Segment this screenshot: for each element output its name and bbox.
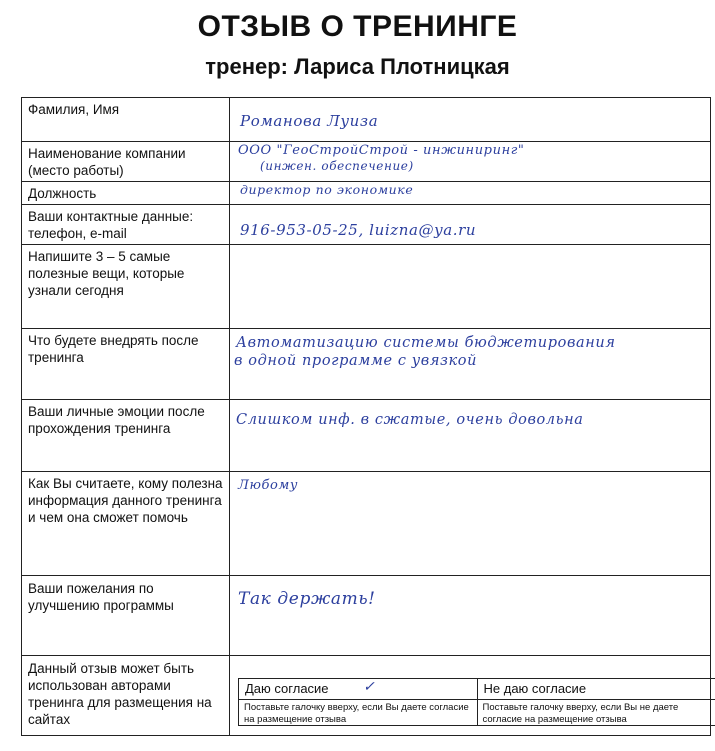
consent-agree-note: Поставьте галочку вверху, если Вы даете согласие на размещение отзыва	[244, 702, 469, 725]
label-useful: Напишите 3 – 5 самые полезные вещи, которые узнали сегодня	[22, 245, 230, 329]
answer-emotions[interactable]	[230, 400, 711, 472]
answer-emotions-line-1: Слишком инф. в сжатые, очень довольна	[236, 412, 584, 428]
agree-checkmark-icon: ✓	[363, 679, 375, 695]
answer-whom-line-1: Любому	[238, 478, 298, 493]
answer-contacts[interactable]	[230, 205, 711, 245]
row-whom	[22, 472, 711, 576]
trainer-subtitle: тренер: Лариса Плотницкая	[205, 54, 510, 79]
consent-agree-box[interactable]	[239, 679, 477, 725]
label-implement: Что будете внедрять после тренинга	[22, 329, 230, 400]
consent-disagree-note: Поставьте галочку вверху, если Вы не даете согласие на размещение отзыва	[482, 702, 679, 725]
label-emotions: Ваши личные эмоции после прохождения тренинга	[22, 400, 230, 472]
label-contacts: Ваши контактные данные: телефон, e-mail	[22, 205, 230, 245]
answer-consent	[230, 656, 711, 736]
row-wishes	[22, 576, 711, 656]
answer-wishes[interactable]	[230, 576, 711, 656]
answer-name-line-1: Романова Луиза	[240, 112, 379, 130]
consent-disagree-header	[478, 679, 715, 700]
row-consent	[22, 656, 711, 736]
row-implement	[22, 329, 711, 400]
answer-name[interactable]	[230, 98, 711, 142]
answer-implement-line-1: Автоматизацию системы бюджетирования	[236, 335, 616, 351]
answer-company-line-1: ООО "ГеоСтройСтрой - инжиниринг"	[238, 143, 525, 158]
row-name	[22, 98, 711, 142]
consent-disagree-box[interactable]	[477, 679, 715, 725]
answer-wishes-line-1: Так держать!	[238, 589, 376, 609]
label-company: Наименование компании (место работы)	[22, 142, 230, 182]
row-position	[22, 182, 711, 205]
answer-position[interactable]	[230, 182, 711, 205]
answer-company-line-2: (инжен. обеспечение)	[260, 159, 414, 173]
row-useful	[22, 245, 711, 329]
label-wishes: Ваши пожелания по улучшению программы	[22, 576, 230, 656]
label-whom: Как Вы считаете, кому полезна информация данного тренинга и чем она сможет помочь	[22, 472, 230, 576]
row-company	[22, 142, 711, 182]
answer-implement[interactable]	[230, 329, 711, 400]
answer-company[interactable]	[230, 142, 711, 182]
row-contacts	[22, 205, 711, 245]
answer-implement-line-2: в одной программе с увязкой	[234, 353, 478, 369]
consent-agree-header	[239, 679, 477, 700]
consent-options	[238, 678, 715, 726]
label-name: Фамилия, Имя	[22, 98, 230, 142]
answer-contacts-line-1: 916-953-05-25, luizna@ya.ru	[240, 221, 477, 239]
answer-position-line-1: директор по экономике	[240, 182, 414, 197]
form-title: ОТЗЫВ О ТРЕНИНГЕ	[197, 10, 518, 43]
label-consent: Данный отзыв может быть использован авторами тренинга для размещения на сайтах	[22, 656, 230, 736]
consent-disagree-label: Не даю согласие	[483, 681, 587, 696]
consent-agree-label: Даю согласие	[245, 681, 329, 696]
row-emotions	[22, 400, 711, 472]
label-position: Должность	[22, 182, 230, 205]
feedback-table	[21, 97, 711, 736]
answer-useful[interactable]	[230, 245, 711, 329]
answer-whom[interactable]	[230, 472, 711, 576]
